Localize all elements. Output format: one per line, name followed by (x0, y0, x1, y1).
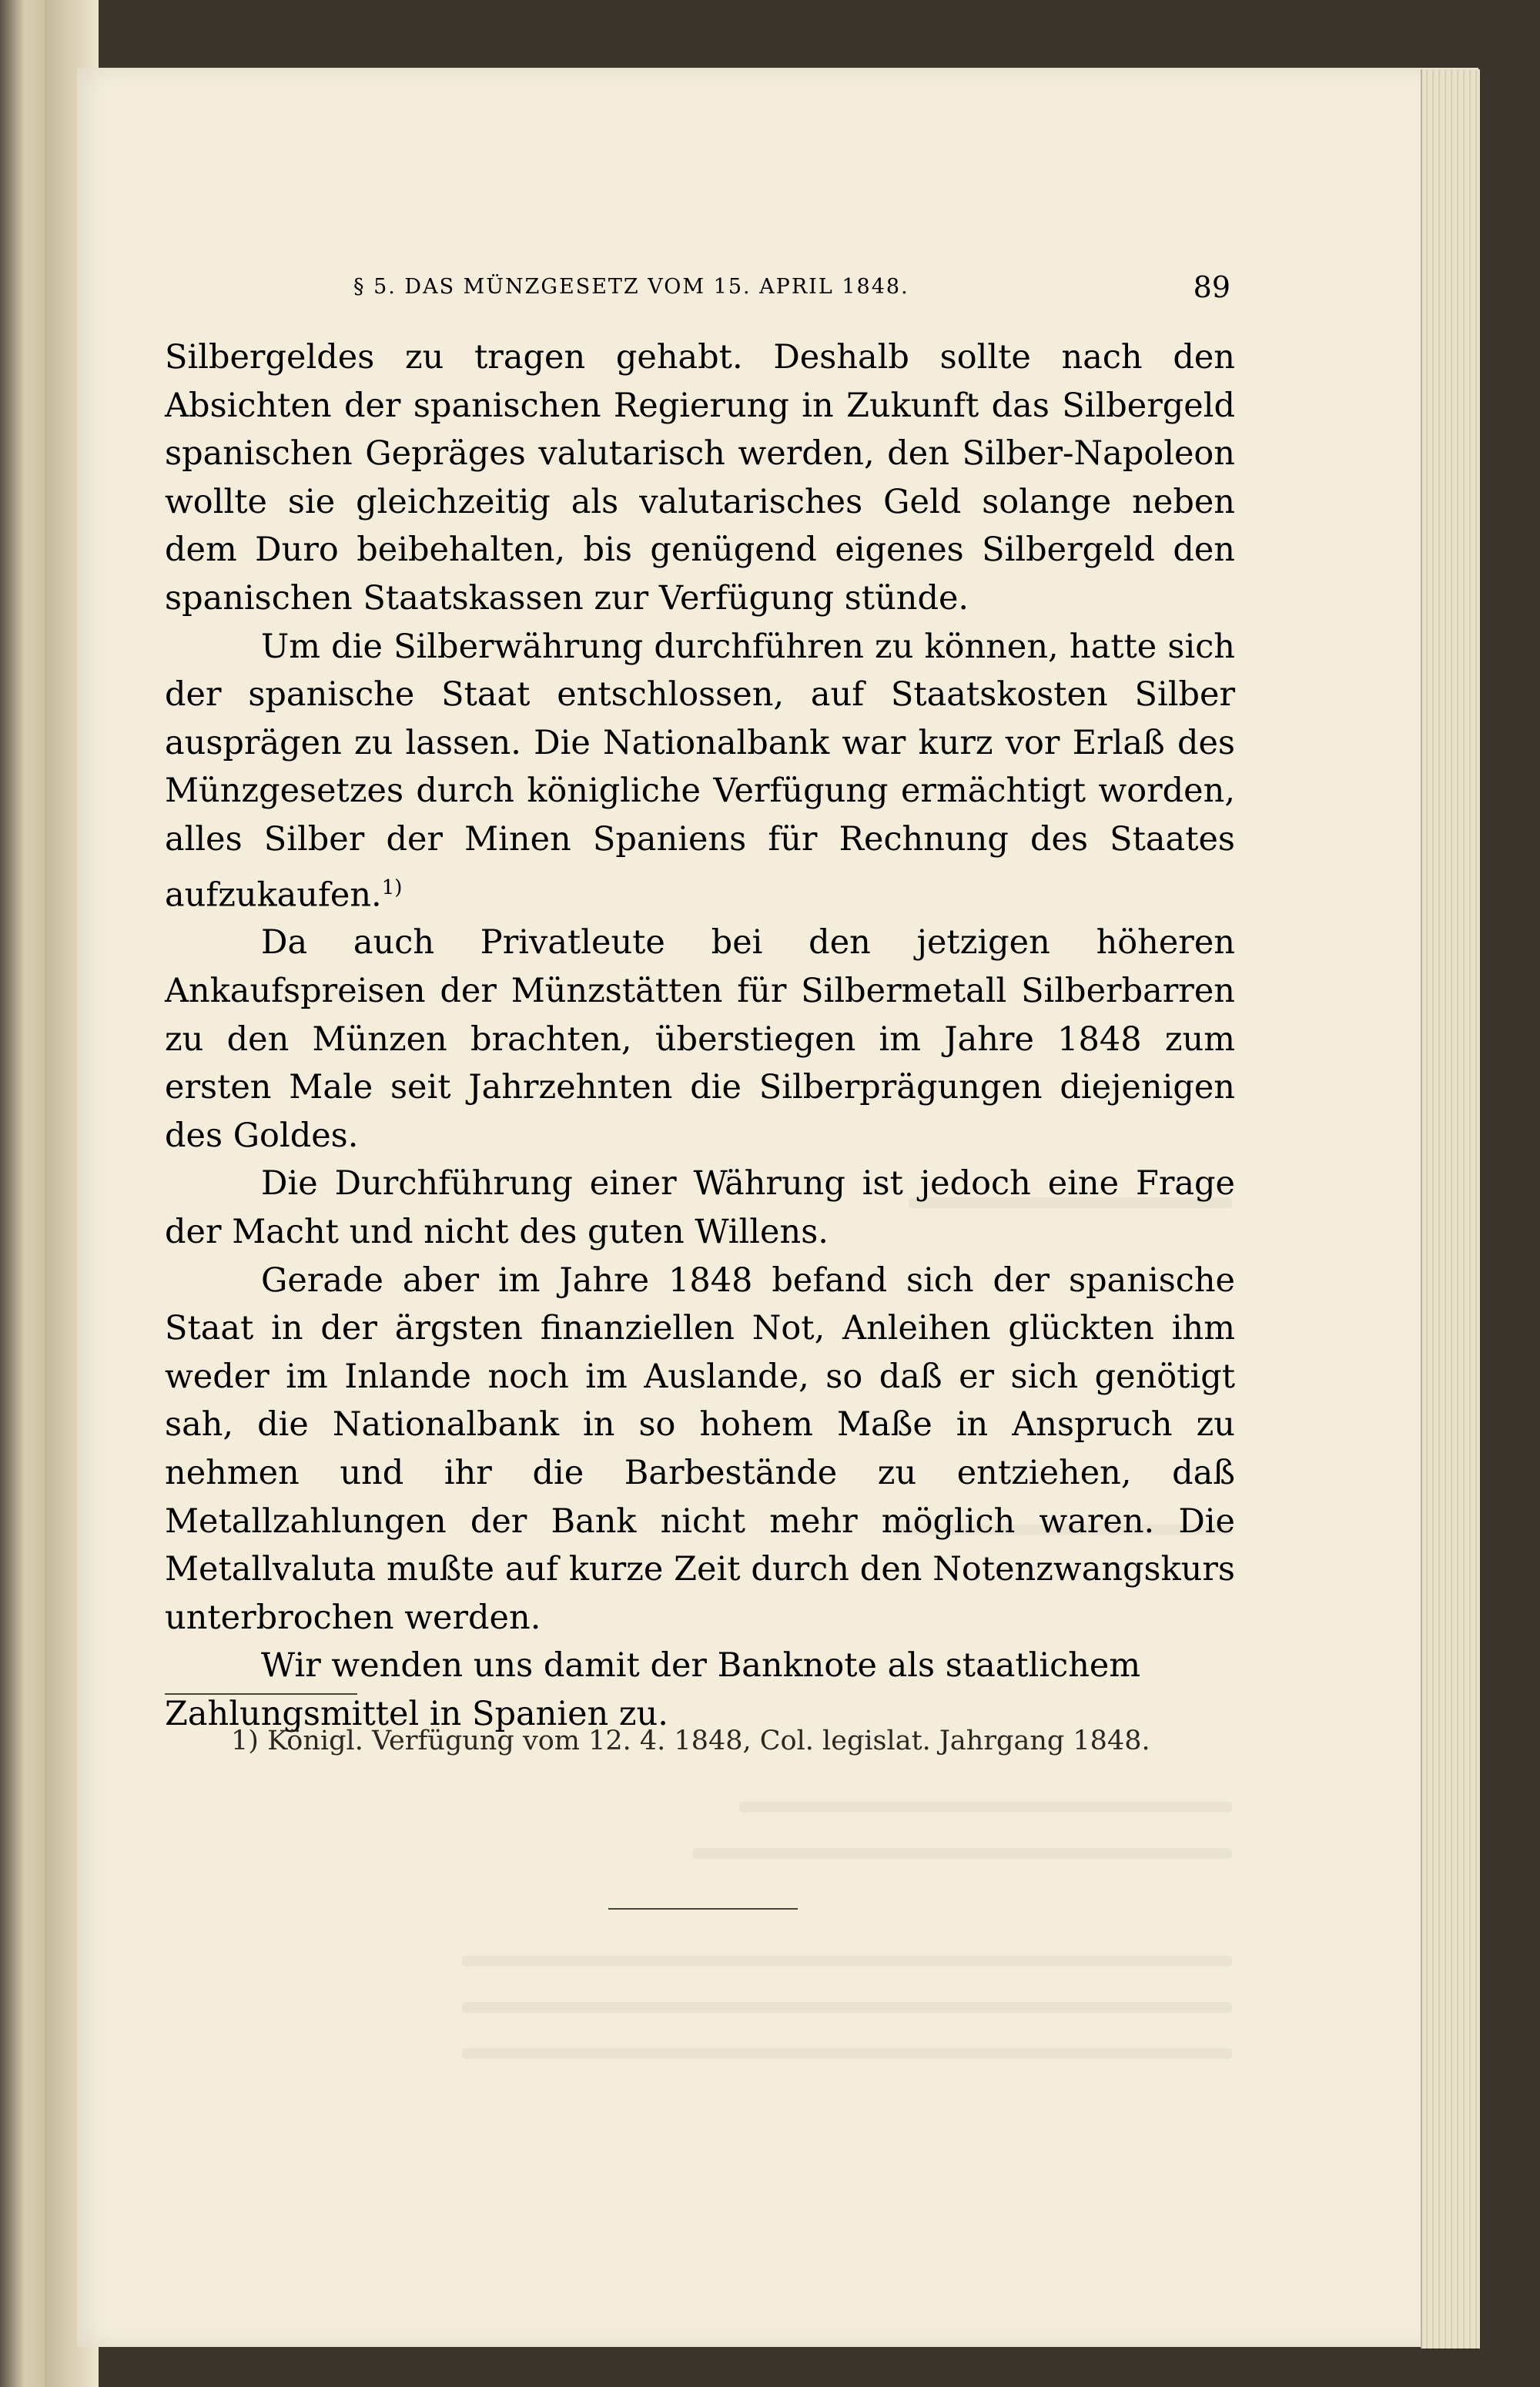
footnote (231, 1722, 1240, 1760)
bleed-through (693, 1848, 1232, 1859)
paragraph: Wir wenden uns damit der Banknote als staatlichem Zahlungsmittel in Spanien zu. (165, 1646, 1141, 1733)
footnote-text: Königl. Verfügung vom 12. 4. 1848, Col. legislat. Jahrgang 1848. (267, 1726, 1150, 1756)
bleed-through (462, 1956, 1232, 1967)
footnote-separator (165, 1693, 357, 1695)
page-stack-edge (1421, 69, 1480, 2348)
paragraph: Um die Silberwährung durchführen zu können, hatte sich der spanische Staat entschlossen, auf Staatskosten Silber ausprägen zu lassen. Die Nationalbank war kurz vor Erlaß des Münzgesetzes durch königliche Verfügung ermächtigt worden, alles Silber der Minen Spaniens für Rechnung des Staates aufzukaufen.$^{1)}$ (165, 627, 1235, 914)
running-title: § 5. DAS MÜNZGESETZ VOM 15. APRIL 1848. (353, 275, 909, 299)
paragraph: Da auch Privatleute bei den jetzigen höheren Ankaufspreisen der Münzstätten für Silbermetall Silberbarren zu den Münzen brachten, überstiegen im Jahre 1848 zum ersten Male seit Jahrzehnten die Silberprägungen diejenigen des Goldes. (165, 923, 1235, 1155)
bleed-through (462, 2002, 1232, 2013)
bleed-through (739, 1802, 1232, 1813)
paragraph: Silbergeldes zu tragen gehabt. Deshalb sollte nach den Absichten der spanischen Regierung in Zukunft das Silbergeld spanischen Gepräges valutarisch werden, den Silber-Napoleon wollte sie gleichzeitig als valutarisches Geld solange neben dem Duro beibehalten, bis genügend eigenes Silbergeld den spanischen Staatskassen zur Verfügung stünde. (165, 338, 1235, 618)
footnote-reference: 1) (381, 875, 403, 899)
previous-page-edge (0, 0, 45, 2387)
paragraph: Gerade aber im Jahre 1848 befand sich der spanische Staat in der ärgsten finanziellen Not, Anleihen glückten ihm weder im Inlande noch im Auslande, so daß er sich genötigt sah, die Nationalbank in so hohem Maße in Anspruch zu nehmen und ihr die Barbestände zu entziehen, daß Metallzahlungen der Bank nicht mehr möglich waren. Die Metallvaluta mußte auf kurze Zeit durch den Notenzwangskurs unterbrochen werden. (165, 1260, 1235, 1637)
body-text (165, 333, 1235, 1739)
footnote-marker: 1) (231, 1726, 259, 1756)
running-head (165, 268, 1235, 306)
page-number: 89 (1193, 270, 1230, 304)
bleed-through (462, 2048, 1232, 2059)
end-rule (608, 1908, 798, 1910)
paragraph: Die Durchführung einer Währung ist jedoch eine Frage der Macht und nicht des guten Willens. (165, 1164, 1235, 1252)
